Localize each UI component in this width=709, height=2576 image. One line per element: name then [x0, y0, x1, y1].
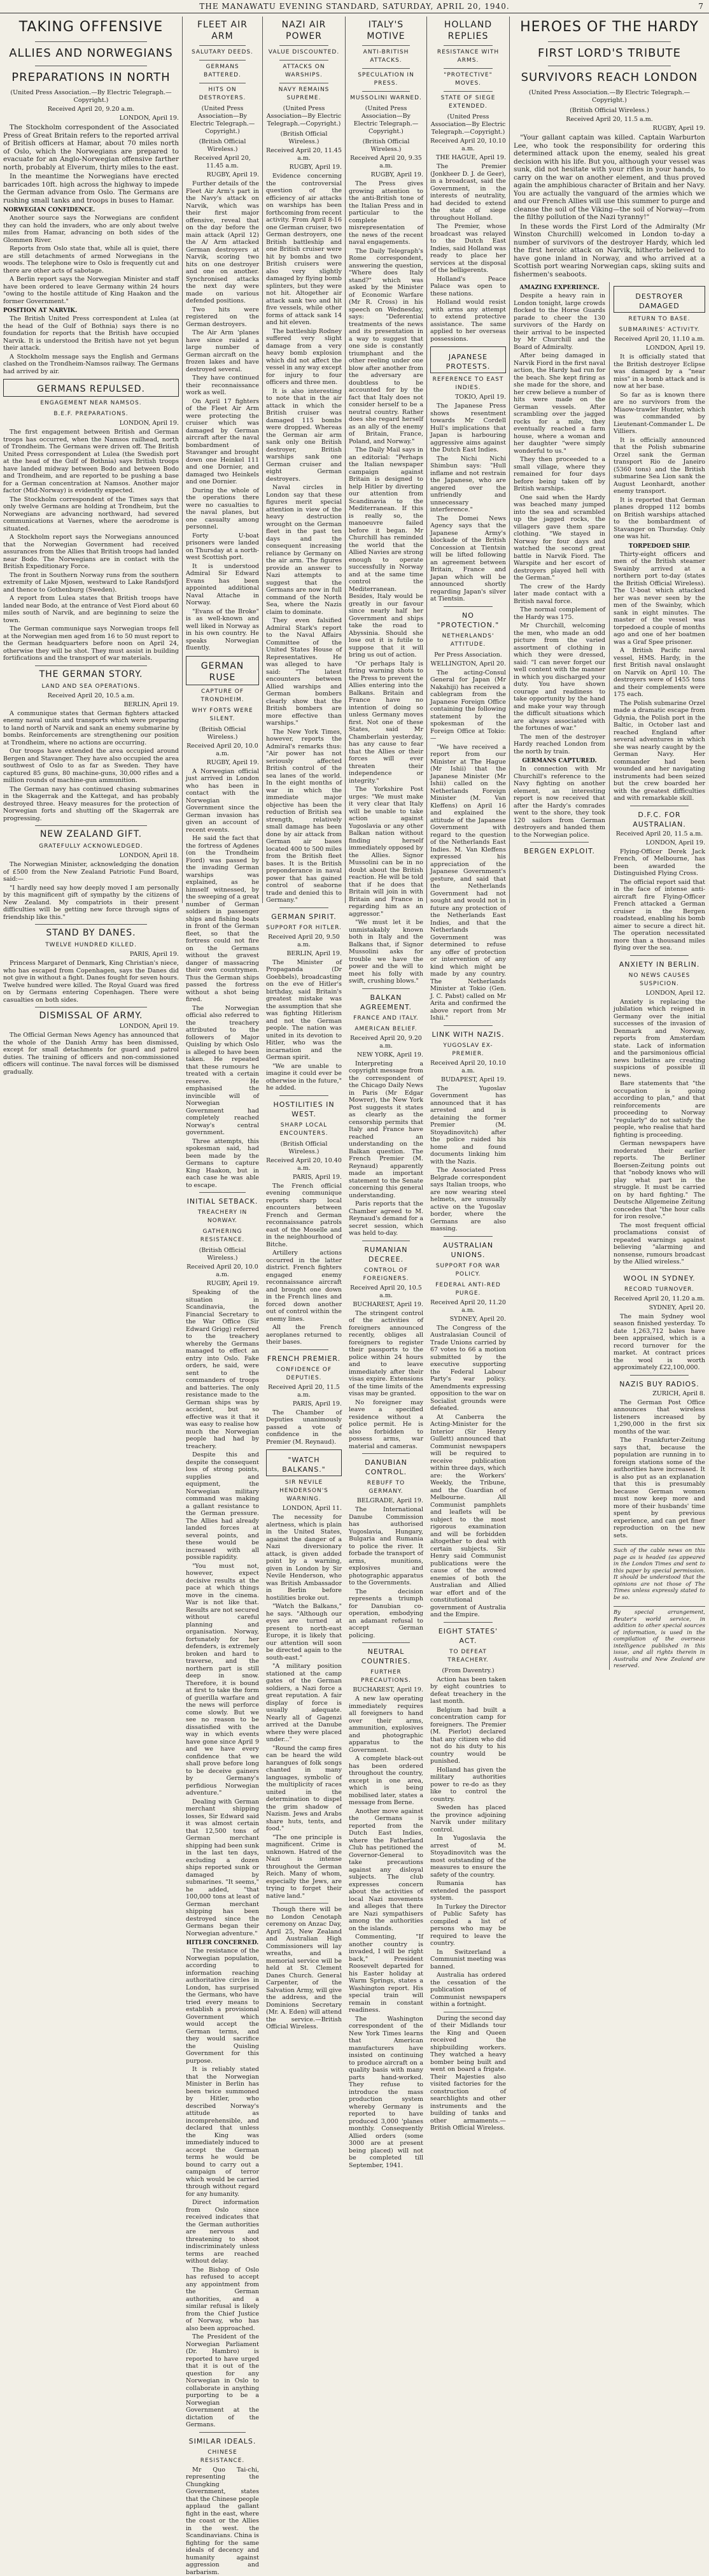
paragraph: The normal complement of the Hardy was 175. — [514, 606, 605, 621]
subheadline: GRATEFULLY ACKNOWLEDGED. — [3, 843, 179, 851]
credit-line: Per Press Association. — [430, 651, 506, 659]
paragraph: The German communique says Norwegian troops fell at the Norwegian men aged from 16 to 50 must report to the German headquarters before noon on April 24, otherwise they will be shot. They must assist in building fortifications and the transport of war materials. — [3, 625, 179, 662]
paragraph: The Norwegian Minister, acknowledging the donation of £500 from the New Zealand Patriotic Fund Board, said:— — [3, 861, 179, 883]
editorial-note: Such of the cable news on this page as is headed (as appeared in the London Times and sent to this paper by special permission. It should be understood that the opinions are not those of The Times unless expressly stated to be so. — [614, 1544, 705, 1601]
dateline: PARIS, April 19. — [266, 1174, 342, 1181]
paragraph: Princess Margaret of Denmark, King Christian's niece, who has escaped from Copenhagen, says the Danes did not give in without a fight. Danes fought for seven hours. Twelve hundred were killed. The Royal Guard was fired on by Germans entering Copenhagen. There were casualties on both sides. — [3, 960, 179, 1004]
paragraph: During the whole of the operations there were no casualties to the naval planes, but one casualty among personnel. — [186, 487, 259, 531]
paragraph: In Yugoslavia the arrest of M. Stoyadinovitch was the most outstanding of the measures to ensure the safety of the country. — [430, 1835, 506, 1879]
dateline: BELGRADE, April 19. — [349, 1497, 423, 1505]
paragraph: The necessity for alertness, which is plain in the United States, against the danger of a Nazi diversionary attack, is given added point by a warning, given in London by Sir Nevile Henderson, who was British Ambassador in Berlin before hostilities broke out. — [266, 1514, 342, 1602]
paragraph: Bare statements that "the occupation is going according to plan," and that reinforcements are proceeding to Norway "regularly" do not satisfy the people, who realise that hard fighting is proceeding. — [614, 1080, 705, 1139]
subheadline: ATTACKS ON WARSHIPS. — [266, 63, 342, 80]
subheadline: NO NEWS CAUSES SUSPICION. — [614, 972, 705, 988]
paragraph: The Domei News Agency says that the Japanese Army's blockade of the British Concession at Tientsin will be lifted following an agreement between Britain, France and Japan which will be announced shortly regarding Japan's silver at Tientsin. — [430, 515, 506, 603]
paragraph: Belgium had built a concentration camp for foreigners. The Premier (M. Pierlot) declared that any citizen who did not do his duty to his country would be punished. — [430, 1707, 506, 1765]
paragraph: The crew of the Hardy later made contact with a British naval force. — [514, 583, 605, 606]
dateline: NEW YORK, April 19. — [349, 1051, 423, 1059]
credit-line: (United Press Association—By Electric Telegraph.—Copyright.) — [349, 105, 423, 136]
column-3 — [262, 17, 345, 903]
headline-preparations-north: PREPARATIONS IN NORTH — [3, 69, 179, 87]
paragraph: The Yorkshire Post urges: "We must make it very clear that Italy will be unable to take action against Yugoslavia or any other Balkan nation without finding herself immediately opposed by the Allies. Signor Mussolini can be in no doubt about the British reaction. He will be told that if he does that Britain will join in with Britain and France in regarding him as an aggressor." — [349, 786, 423, 918]
dateline: WELLINGTON, April 20. — [430, 660, 506, 668]
paragraph: Forty U-boat prisoners were landed on Thursday at a north-west Scottish port. — [186, 532, 259, 562]
paragraph: The International Danube Commission has authorised Yugoslavia, Hungary, Bulgaria and Rumania to police the river. It forbade the transport of arms, munitions, explosives and photographic apparatus to the Governments. — [349, 1506, 423, 1587]
credit-line: (United Press Association—By Electric Telegraph.—Copyright.) — [430, 113, 506, 136]
received-line: Received April 20, 10.10 a.m. — [430, 138, 506, 153]
subheadline: GERMANS BATTERED. — [186, 63, 259, 80]
subheadline: SHARP LOCAL ENCOUNTERS. — [266, 1121, 342, 1138]
editorial-note: By special arrangement, Reuter's world service, in addition to other special sources of information, is used in the compilation of the overseas intelligence published in this issue, and all rights therein in Australia and New Zealand are reserved. — [614, 1606, 705, 1670]
dateline: TOKIO, April 19. — [430, 394, 506, 401]
paragraph: All the French aeroplanes returned to their bases. — [266, 1324, 342, 1346]
paragraph: Our troops have extended the area occupied around Bergen and Stavanger. They have also occupied the area southwest of Oslo to as far as Sweden. They have captured 85 guns, 80 machine-guns, 30,000 rifles and a million rounds of machine-gun ammunition. — [3, 748, 179, 785]
dateline: PARIS, April 19. — [3, 951, 179, 958]
headline-similar-ideals: SIMILAR IDEALS. — [186, 2437, 259, 2446]
credit-line: (United Press Association.—By Electric Telegraph.—Copyright.) — [514, 89, 705, 104]
paragraph: The Washington correspondent of the New York Times learns that American manufacturers have insisted on continuing to produce aircraft on a quality basis with many parts hand-worked. They refuse to introduce the mass production system whereby Germany is reported to have produced 3,000 'planes monthly. Consequently Allied orders (some 3000 are at present being placed) will not be completed till September, 1941. — [349, 2016, 423, 2170]
dateline: RUGBY, April 19. — [186, 759, 259, 767]
paragraph: So far as is known there are no survivors from the Miaow-trawler Hunter, which was commanded by Lieutenant-Commander L. De Villiers. — [614, 392, 705, 436]
headline-neutral-countries: NEUTRAL COUNTRIES. — [349, 1647, 423, 1666]
headline-swim-to-shore: BERGEN EXPLOIT. — [514, 846, 605, 856]
subheadline: SUPPORT FOR HITLER. — [266, 924, 342, 932]
paragraph: The men of the destroyer Hardy reached London from the north by train. — [514, 734, 605, 756]
paragraph: The Daily Mail says in an editorial: "Perhaps the Italian newspaper campaign against Britain is designed to help Hitler by diverting our attention from Scandinavia to the Mediterranean. If this is really so, the manoeuvre failed before it began. Mr Churchill has reminded the world that the Allied Navies are strong enough to operate successfully in Norway and at the same time control the Mediterranean. Besides, Italy would be greatly in our favour since nearly half her Government and ships take the road to Abyssinia. Should she lose out it is futile to suppose that it will bring us out of action. — [349, 446, 423, 659]
paragraph: The battleship Rodney suffered very slight damage from a very heavy bomb explosion which did not affect the vessel in any way except for injury to four officers and three men. — [266, 328, 342, 387]
paragraph: The Congress of the Australasian Council of Trade Unions carried by 67 votes to 66 a motion submitted by the executive supporting the Federal Labour Party's war policy. Amendments expressing opposition to the war on Socialist grounds were defeated. — [430, 1325, 506, 1413]
paragraph: In connection with Mr Churchill's reference to the Navy fighting on another element, an interesting report is now received that after the Hardy's comrades went to the shore, they took 120 sailors from German destroyers and handed them to the Norwegian police. — [514, 765, 605, 839]
paragraph: It is reported that German planes dropped 112 bombs on British warships attached to the bombardment of Stavanger on Thursday. Only one was hit. — [614, 497, 705, 541]
received-line: Received April 20, 11.10 a.m. — [614, 336, 705, 343]
paragraph: Paris reports that the Chamber agreed to M. Reynaud's demand for a secret session, which was held to-day. — [349, 1200, 423, 1237]
paragraph: The Norwegian official also referred to the treachery attributed to the followers of Major Quisling by which Oslo is alleged to have been taken. He repeated that these rumours he treated with a certain reserve. He emphasised the invincible will of Norwegian Government had completely reached Norway's central government. — [186, 1005, 259, 1137]
subheadline: NETHERLANDS' ATTITUDE. — [430, 632, 506, 649]
headline-heroes-of-hardy: HEROES OF THE HARDY — [514, 17, 705, 38]
subheadline: HITS ON DESTROYERS. — [186, 86, 259, 103]
credit-line: (British Official Wireless.) — [186, 138, 259, 153]
headline-eight-states-act: EIGHT STATES' ACT. — [430, 1626, 506, 1646]
paragraph: The French official evening communique reports sharp local encounters between French and German reconnaissance patrols east of the Moselle and in the neighbourhood of Bitche. — [266, 1183, 342, 1249]
paragraph: After being damaged in Narvik Fiord in the first naval action, the Hardy had run for the beach. She kept firing as she made for the shore, and her crew believe a number of hits were made on the German vessels. After scrambling over the jagged rocks for a mile, they eventually reached a farm house, where a woman and her daughter "were simply wonderful to us." — [514, 352, 605, 455]
received-line: Received April 20, 11.45 a.m. — [266, 147, 342, 162]
paragraph: The Premier (Jonkheer D. J. de Geer), in a broadcast, said the Government, in the interests of neutrality, had decided to extend the state of siege throughout Holland. — [430, 163, 506, 222]
dateline: SYDNEY, April 20. — [430, 1316, 506, 1323]
credit-line: (British Official Wireless.) — [186, 726, 259, 741]
paragraph: Further details of the Fleet Air Arm's part in the Navy's attack on Narvik, which was their first major offensive, reveal that on the day before the main attack (April 12) the A/ Arm attacked German destroyers at Narvik, scoring two hits on one destroyer and one on another. Synchronised attacks the next day were made on various defended positions. — [186, 180, 259, 305]
credit-line: (British Official Wireless.) — [186, 1247, 259, 1262]
paragraph: They have continued their reconnaissance work as well. — [186, 374, 259, 397]
dateline: BUDAPEST, April 19. — [430, 1076, 506, 1084]
paragraph: Sweden has placed the province adjoining Narvik under military control. — [430, 1804, 506, 1833]
paragraph: Despite a heavy rain in London tonight, large crowds flocked to the Horse Guards parade to cheer the 130 survivors of the Hardy on their arrival to be inspected by Mr Churchill and the Board of Admiralty. — [514, 292, 605, 351]
subheadline: TWELVE HUNDRED KILLED. — [3, 941, 179, 950]
credit-line: (United Press Association—By Electric Telegraph.—Copyright.) — [186, 105, 259, 136]
headline-no-protection: NO "PROTECTION." — [430, 611, 506, 630]
dateline: LONDON, April 19. — [614, 345, 705, 352]
headline-watch-balkans: "WATCH BALKANS." — [267, 1455, 341, 1474]
received-line: Received April 20, 11.5 a.m. — [514, 116, 705, 124]
column-6 — [509, 17, 709, 903]
paragraph: "I hardly need say how deeply moved I am personally by this magnificent gift of sympathy by the citizens of New Zealand. My compatriots in their present difficulties will be getting new force through signs of friendship like this." — [3, 885, 179, 922]
subcolumn-right — [609, 282, 705, 1670]
headline-danubian-control: DANUBIAN CONTROL. — [349, 1458, 423, 1477]
paragraph: The Press gives growing attention to the anti-British tone of the Italian Press and in particular to the complete misrepresentation of the news of the recent naval engagements. — [349, 180, 423, 246]
subheading: NORWEGIAN CONFIDENCE. — [3, 207, 179, 213]
column-5 — [426, 17, 509, 903]
dateline: SYDNEY, April 20. — [614, 1304, 705, 1312]
paragraph: The Stockholm correspondent of the Associated Press of Great Britain refers to the reported arrival of British officers at Hamar, about 70 miles north of Oslo, which the Norwegians are prepared to evacuate for an Anglo-Norwegian offensive farther north, probably at Elverum, thirty miles to the east. — [3, 124, 179, 171]
headline-french-premier: FRENCH PREMIER. — [266, 1354, 342, 1363]
received-line: Received April 20, 10.10 a.m. — [430, 1060, 506, 1075]
subheadline: STATE OF SIEGE EXTENDED. — [430, 94, 506, 111]
dateline: ZURICH, April 8. — [614, 1390, 705, 1398]
headline-survivors-reach-london: SURVIVORS REACH LONDON — [514, 69, 705, 87]
headline-destroyer-damaged: DESTROYER DAMAGED — [614, 292, 705, 311]
headline-first-lords-tribute: FIRST LORD'S TRIBUTE — [514, 45, 705, 62]
paragraph: Two hits were registered on the German destroyers. — [186, 306, 259, 329]
paragraph: The German navy has continued chasing submarines in the Skagerrak and the Kattegat, and has probably destroyed three. Heavy measures for the protection of Norwegian forts and shutting off the Skagerrak are progressing. — [3, 786, 179, 823]
paragraph: "Or perhaps Italy is firing warning shots to the Press to prevent the Allies entering into the Balkans. Britain and France have no intention of doing so unless Germany moves first. Not one of these States, said Mr Chamberlain yesterday, has any cause to fear that the Allies or their forces will ever threaten their independence or integrity." — [349, 660, 423, 785]
paragraph: "The one principle is magnificent. Crime is unknown. Hatred of the Nazi is intense throughout the German Reich. Many of whom, especially the Jews, are trying to forget their native land." — [266, 1834, 342, 1900]
paragraph: "Your gallant captain was killed. Captain Warburton Lee, who took the responsibility for ordering this determined attack upon the enemy, sealed his great decision with his life. But you, although your vessel was sunk, did not hesitate with your rifles in your hands, to carry on the war on another element, and thus proved again the amphibious character of Britain and her Navy. You are actually the vanguard of the armies which we and our French Allies will use this summer to purge and cleanse the soil of the Viking—the soil of Norway—from the filthy pollution of the Nazi tyranny!" — [514, 134, 705, 222]
paragraph: No foreigner may leave a specified residence without a police permit. He is also forbidden to possess arms, war material and cameras. — [349, 1399, 423, 1451]
dateline: RUGBY, April 19. — [266, 164, 342, 171]
subheading: POSITION AT NARVIK. — [3, 308, 179, 314]
paragraph: He said the fact that the fortress of Agdenes (on the Trondheim Fiord) was passed by the invading German warships was explained, as he himself witnessed, by the sweeping of a great number of German soldiers in passenger ships and fishing boats in front of the German fleet, so that the fortress could not fire on the Germans without the gravest danger of massacring their own countrymen. Thus the German ships passed the fortress without a shot being fired. — [186, 835, 259, 1004]
paragraph: The main Sydney wool season finished yesterday. To date 1,263,712 bales have been appraised, which is a record turnover for the market. At contract prices the wool is worth approximately £22,100,000. — [614, 1313, 705, 1372]
column-4 — [345, 17, 426, 903]
paragraph: "You must not, however, expect decisive results at the pace at which things move in the cinema. War is not like that. Results are not secured without careful planning and organisation. Norway, fortunately for her defenders, is extremely broken and hard to traverse, and the northern part is still deep in snow. Therefore, it is bound at first to take the form of guerilla warfare and the news will perforce come slowly. But we see no reason to be dissatisfied with the way in which events have gone since April 9 and we have every confidence that we shall prove before long to be deceive gainers by Germany's perfidious Norwegian adventure." — [186, 1563, 259, 1797]
subheading: AMAZING EXPERIENCE. — [514, 285, 605, 291]
paragraph: During the second day of their Midlands tour the King and Queen received the shipbuilding workers. They watched a heavy bomber being built and went on board a frigate. Their Majesties also visited factories for the construction of searchlights and other instruments and the building of tanks and other armaments.—British Official Wireless. — [430, 2015, 506, 2132]
paragraph: One said when the Hardy was beached many jumped into the sea and scrambled up the jagged rocks, the villagers gave them spare clothing. "We stayed in Norway for four days and watched the second great battle in Narvik Fiord. The Warspite and her escort of destroyers played hell with the German." — [514, 494, 605, 582]
paragraph: Evidence concerning the controversial question of the efficiency of air attacks on warships has been forthcoming from recent activity. From April 8-16 one German cruiser, two German destroyers, one British battleship and one British cruiser were hit by bombs and two British cruisers were also very slightly damaged by flying bomb splinters, but they were not hit. Altogether air attack sank two and hit five vessels, while other forms of attack sank 14 and hit eleven. — [266, 173, 342, 327]
paragraph: Mr Quo Tai-chi, representing the Chungking Government, states that the Chinese people applaud the gallant fight in the east, where the coast or the Allies in the west. the Scandinavians. China is fighting for the same ideals of decency and humanity against aggression and barbarism. — [186, 2466, 259, 2576]
paragraph: A communique states that German fighters attacked enemy naval units and transports which were preparing to land north of Narvik and sank an enemy submarine by bombs. Reinforcements are strengthening our position at Trondheim, where no actions are occurring. — [3, 710, 179, 747]
paragraph: Another source says the Norwegians are confident they can hold the invaders, who are only about twelve miles from Hamar, advancing on both sides of the Glommen River. — [3, 215, 179, 244]
headline-new-zealand-gift: NEW ZEALAND GIFT. — [3, 829, 179, 840]
credit-line: (British Official Wireless.) — [266, 131, 342, 146]
paragraph: The acting-Consul General for Japan (Mr Nakahiji) has received a cablegram from the Japanese Foreign Office containing the following statement by the spokesman of the Foreign Office at Tokio:— — [430, 669, 506, 743]
paragraph: A Stockholm report says the Norwegians announced that the Norwegian Government had received assurances from the Allies that British troops had landed near Bodo. The Norwegians are in contact with the British Expeditionary Force. — [3, 534, 179, 571]
paragraph: It is officially stated that the British destroyer Eclipse was damaged by a "near miss" in a bomb attack and is now at her base. — [614, 353, 705, 390]
headline-nazis-buy-radios: NAZIS BUY RADIOS. — [614, 1379, 705, 1389]
page-number: 7 — [698, 2, 704, 11]
headline-taking-offensive: TAKING OFFENSIVE — [3, 17, 179, 38]
credit-line: (United Press Association—By Electric Telegraph.—Copyright.) — [266, 105, 342, 128]
credit-line: (British Official Wireless.) — [266, 1141, 342, 1156]
paragraph: "We must let it be unmistakably known both in Italy and the Balkans that, if Signor Mussolini asks for trouble we have the power and the will to meet his folly with swift, crushing blows." — [349, 919, 423, 985]
paragraph: A Berlin report says the Norwegian Minister and staff have been ordered to leave Germany within 24 hours "owing to the hostile attitude of King Haakon and the former Government." — [3, 276, 179, 305]
credit-line: (British Official Wireless.) — [514, 107, 705, 115]
paragraph: The most frequent official proclamations consist of repeated warnings against believing "alarming and nonsense, rumours broadcast by the Allied wireless." — [614, 1222, 705, 1266]
paragraph: In the meantime the Norwegians have erected barricades 10ft. high across the highway to impede the German advance from Oslo. The Germans are rushing small tanks and troops in buses to Hamar. — [3, 173, 179, 204]
received-line: Received April 20, 9.20 a.m. — [3, 106, 179, 113]
subheadline: CONFIDENCE OF DEPUTIES. — [266, 1366, 342, 1383]
paragraph: A Stockholm message says the English and Germans clashed on the Trondheim-Namsos railway. The Germans had arrived by air. — [3, 353, 179, 376]
subheadline: ENGAGEMENT NEAR NAMSOS. — [3, 399, 179, 408]
headline-link-with-nazis: LINK WITH NAZIS. — [430, 1030, 506, 1039]
paragraph: Interpreting a copyright message from the correspondent of the Chicago Daily News in Paris (Mr Edgar Mowrer), the New York Post suggests it states as clearly as the censorship permits that Italy and France have reached an understanding on the Balkan question. The French Premier (M. Reynaud) apparently made an important statement to the Senate concerning this general understanding. — [349, 1060, 423, 1200]
received-line: Received April 20, 10.40 a.m. — [266, 1157, 342, 1172]
paragraph: "Watch the Balkans," he says. "Although our eyes are turned at present to north-east Europe, it is likely that our attention will soon be directed again to the south-east." — [266, 1603, 342, 1662]
subheadline: AMERICAN BELIEF. — [349, 1025, 423, 1034]
headline-german-spirit: GERMAN SPIRIT. — [266, 912, 342, 922]
paragraph: The British United Press correspondent at Lulea (at the head of the Gulf of Bothnia) says there is no foundation for reports that the British have occupied Narvik. It is understood the British have not yet begun their attack. — [3, 315, 179, 352]
paragraph: Action has been taken by eight countries to defeat treachery in the last month. — [430, 1676, 506, 1705]
subheadline: SALUTARY DEEDS. — [186, 48, 259, 57]
paragraph: The Frankfurter-Zeitung says that, because the population are running in to foreign stations some of the authorities have increased. It is also put as an explanation that this is presumably because German women must now keep more and more of their husbands' time spent by previous experience, and can get finer reproduction on the new sets. — [614, 1437, 705, 1539]
headline-australian-unions: AUSTRALIAN UNIONS. — [430, 1241, 506, 1260]
paragraph: The Associated Press Belgrade correspondent says Italian troops, who are now wearing steel helmets, are unusually active on the Yugoslav border, where the Germans are also massing. — [430, 1167, 506, 1233]
paragraph: In these words the First Lord of the Admiralty (Mr Winston Churchill) welcomed in London to-day a number of survivors of the destroyer Hardy, which led the first heroic attack on Narvik, hitherto believed to have gone inland in Norway, and who arrived at a Scottish port wearing Norwegian caps, skiing suits and fishermen's seaboots. — [514, 223, 705, 279]
subheadline: RECORD TURNOVER. — [614, 1286, 705, 1294]
paragraph: The first engagement between British and German troops has occurred, when the Namsos railhead, north of Trondheim. The Germans were driven off. The British United Press correspondent at Lulea (the Swedish port at the head of the Gulf of Bothnia) says British troops have landed midway between Bodo and between Bodo and Trondheim, and are reported to be pushing a base for a German concentration at Namsos. Another major factor (Mid-Norway) is evidently expected. — [3, 429, 179, 495]
subheading: GERMANS CAPTURED. — [514, 758, 605, 764]
paragraph: The Bishop of Oslo has refused to accept any appointment from the German authorities, and a similar refusal is likely from the Chief Justice of Norway, who has also been approached. — [186, 2266, 259, 2333]
paragraph: The front in Southern Norway runs from the southern extremity of Lake Mjosen, westward to Lake Randsfjord and thence to Gothenburg (Sweden). — [3, 572, 179, 594]
received-line: Received April 20, 9.50 a.m. — [266, 934, 342, 949]
paragraph: The Polish submarine Orzel made a dramatic escape from Gdynia, the Polish port in the Baltic, in October last and reached England after several adventures in which she was nearly caught by the German Navy. Her commander had been wounded and her navigating instruments had been seized but the crew boarded her with the greatest difficulties and with remarkable skill. — [614, 700, 705, 802]
subheadline: FEDERAL ANTI-RED PURGE. — [430, 1281, 506, 1298]
paragraph: It is reliably stated that the Norwegian Minister in Berlin has been twice summoned by Hitler, who described Norway's attitude as incomprehensible, and declared that unless the King was immediately induced to accept the German terms he would be bound to carry out a campaign of terror which would be carried through without regard for any humanity. — [186, 2066, 259, 2198]
received-line: Received April 20, 11.45 a.m. — [186, 155, 259, 170]
dateline: LONDON, April 19. — [3, 420, 179, 427]
paragraph: A complete black-out has been ordered throughout the country, except in one area, which is being mobilised later, states a message from Berne. — [349, 1755, 423, 1807]
paragraph: The Japanese Press shows resentment towards Mr Cordell Hull's implications that Japan is harbouring aggressive aims against the Dutch East Indies. — [430, 402, 506, 454]
paragraph: They even falsified Admiral Stark's report to the Naval Affairs Committee of the United States House of Representatives. He was alleged to have said: "The latest encounters between Allied warships and German bombers clearly show that the British bombers are more effective than warships." — [266, 617, 342, 727]
paragraph: A British Pacific naval vessel, HMS. Hardy, in the first British naval onslaught on Narvik on April 10. The destroyers were of 1455 tons and their complements were 175 each. — [614, 647, 705, 699]
paragraph: Thirty-eight officers and men of the British steamer Swainby arrived at a northern port to-day (states the British Official Wireless). The U-boat which attacked her was never seen by the men of the Swainby, which sank in eight minutes. The master of the vessel was torpedoed a couple of months ago and one of her boatmen was a Graf Spee prisoner. — [614, 551, 705, 646]
received-line: Received April 20, 11.20 a.m. — [614, 1295, 705, 1303]
paragraph: The President of the Norwegian Parliament (Dr. Hambro) is reported to have urged that it is out of the question for any Norwegian in Oslo to collaborate in anything purporting to be a Norwegian Government at the dictation of the Germans. — [186, 2333, 259, 2429]
dateline: LONDON, April 18. — [3, 852, 179, 860]
paragraph: Rumania has extended the passport system. — [430, 1880, 506, 1902]
received-line: Received April 20, 11.5 a.m. — [614, 830, 705, 838]
paragraph: Despite this and despite the consequent loss of strong points, supplies and equipment, the Norwegian military command was making a gallant resistance to the German pressure. The Allies had already landed forces at several points, and these would be increased with all possible rapidity. — [186, 1451, 259, 1562]
paragraph: The official report said that in the face of intense anti-aircraft fire Flying-Officer French attacked a German cruiser in the Bergen roadstead, enabling his bomb aimer to secure a direct hit. The operation necessitated more than a thousand miles flying over the sea. — [614, 879, 705, 952]
received-line: Received April 20, 10.5 a.m. — [349, 1284, 423, 1300]
dateline: BUCHAREST, April 19. — [349, 1686, 423, 1694]
headline-anxiety-in-berlin: ANXIETY IN BERLIN. — [614, 960, 705, 969]
paragraph: Flying-Officer Derek Jack French, of Melbourne, has been awarded the Distinguished Flying Cross. — [614, 848, 705, 878]
dateline: BERLIN, April 19. — [266, 950, 342, 958]
paragraph: Three attempts, this spokesman said, had been made by the Germans to capture King Haakon, but in each case he was able to escape. — [186, 1138, 259, 1190]
headline-italys-motive: ITALY'S MOTIVE — [349, 19, 423, 42]
headline-holland-replies: HOLLAND REPLIES — [430, 19, 506, 42]
column-1 — [0, 17, 182, 903]
dateline: LONDON, April 19. — [3, 1023, 179, 1030]
paragraph: German newspapers have moderated their earlier reports. The Berliner Boersen-Zeitung points out that "nobody knows who will play what part in the struggle. It must be carried on by hard fighting." The Deutsche Allgemeine Zeitung concedes that "the hour calls for iron resolve." — [614, 1140, 705, 1221]
subheadline: NAVY REMAINS SUPREME. — [266, 86, 342, 103]
received-line: Received April 20, 10.0 a.m. — [186, 1263, 259, 1279]
paragraph: In Switzerland a Communist meeting was banned. — [430, 1949, 506, 1971]
subheadline: RETURN TO BASE. — [614, 315, 705, 324]
headline-hostilities-in-west: HOSTILITIES IN WEST. — [266, 1100, 342, 1119]
paragraph: Artillery actions occurred in the latter district. French fighters engaged enemy reconnaissance aircraft and brought one down in the French lines and forced down another out of control within the enemy lines. — [266, 1249, 342, 1323]
headline-japanese-protests: JAPANESE PROTESTS. — [431, 352, 505, 371]
paragraph: "We are unable to imagine it could ever be otherwise in the future," he added. — [266, 1063, 342, 1092]
subheading: HITLER CONCERNED. — [186, 1940, 259, 1946]
received-line: Received April 20, 10.0 a.m. — [186, 743, 259, 758]
paragraph: The Official German News Agency has announced that the whole of the Danish Army has been dismissed, except for small detachments for guard and patrol duties. The training of officers and non-commissioned officers will continue. The naval forces will be dismissed gradually. — [3, 1032, 179, 1076]
subheadline: B.E.F. PREPARATIONS. — [3, 410, 179, 418]
paragraph: The decision represents a triumph for Danubian co-operation, embodying an adamant refusal to accept German policing. — [349, 1588, 423, 1640]
headline-bergen-exploit: D.F.C. FOR AUSTRALIAN. — [614, 810, 705, 829]
headline-germans-repulsed: GERMANS REPULSED. — [4, 383, 178, 395]
paragraph: It is understood Admiral Sir Edward Evans has been appointed additional Naval Attache in Norway. — [186, 563, 259, 607]
paragraph: Naval circles in London say that these figures merit special attention in view of the heavy destruction wrought on the German fleet in the past ten days and the consequent increasing reliance by Germany on the air arm. The figures provide an answer to Nazi attempts to suggest that the Germans are now in full command of the North Sea, where the Nazis claim to dominate. — [266, 484, 342, 616]
paragraph: Australia has ordered the cessation of the publication of Communist newspapers within a fortnight. — [430, 1972, 506, 2009]
subheadline: "PROTECTIVE" MOVES. — [430, 71, 506, 88]
received-line: Received April 20, 9.20 a.m. — [349, 1035, 423, 1050]
paragraph: A new law operating immediately requires all foreigners to hand over their arms, ammunition, explosives and photographic apparatus to the Government. — [349, 1695, 423, 1754]
paragraph: It is officially announced that the Polish submarine Orzel sank the German transport Rio de Janeiro (5360 tons) and the British submarine Sea Lion sank the August Leonhardt, another enemy transport. — [614, 437, 705, 495]
subheadline: LAND AND SEA OPERATIONS. — [3, 683, 179, 691]
paragraph: Holland would resist with arms any attempt to extend protective assistance. The same applied to her overseas possessions. — [430, 299, 506, 343]
paragraph: The Nichi Nichi Shimbun says: "Hull inflame and not restrain the Japanese, who are angered over the unfriendly and unnecessary interference." — [430, 455, 506, 514]
paragraph: Speaking of the situation in Scandinavia, the Financial Secretary to the War Office (Sir Edward Grigg) referred to the treachery whereby the Germans managed to effect an entry into Oslo. Fake orders, he said, were sent to the commanders of troops and batteries. The only resistance made to the German ships was by accident, but so effective was it that it was easy to realise how much the Norwegian people had had by treachery. — [186, 1289, 259, 1450]
received-line: Received April 20, 10.5 a.m. — [3, 692, 179, 700]
paragraph: The New York Times, however, reports the Admiral's remarks thus: "Air power has not seriously affected British control of the sea lanes of the world. In the eight months of war in which the immediate major objective has been the reduction of British sea strength, relatively small damage has been done by air attack from German air bases located 400 to 500 miles from the British fleet bases. It is the British preponderance in naval power that has gained control of seaborne trade and denied this to Germany." — [266, 729, 342, 904]
subheadline: TO DEFEAT TREACHERY. — [430, 1648, 506, 1665]
paragraph: They then proceeded to a small village, where they remained for four days before being taken off by British warships. — [514, 456, 605, 493]
paragraph: It is also interesting to note that in the air attack in which the British cruiser was damaged 115 bombs were dropped. Whereas the German air arm sank only one British destroyer, British warships sank one German cruiser and eight German destroyers. — [266, 388, 342, 483]
paragraph: The Chamber of Deputies unanimously passed a vote of confidence in the Premier (M. Reynaud). — [266, 1409, 342, 1446]
headline-initial-setback: INITIAL SETBACK. — [186, 1197, 259, 1206]
masthead-title: THE MANAWATU EVENING STANDARD, SATURDAY, APRIL 20, 1940. — [0, 2, 709, 11]
received-line: Received April 20, 11.5 a.m. — [266, 1384, 342, 1399]
dateline: RUGBY, April 19. — [349, 171, 423, 179]
received-line: Received April 20, 11.20 a.m. — [430, 1299, 506, 1314]
paragraph: Anxiety is replacing the jubilation which reigned in Germany over the initial successes of the invasion of Denmark and Norway, reports from Amsterdam state. Lack of information and the parsimonious official news bulletins are creating suspicions of possible ill news. — [614, 999, 705, 1079]
paragraph: "We have received a report from our Minister at The Hague (Mr Ishii) that the Japanese Minister (Mr Ishii) called on the Netherlands Foreign Minister (M. Van Kleffens) on April 16 and explained the attitude of the Japanese Government with regard to the question of the Netherlands East Indies. M. Van Kleffens expressed his appreciation of the Japanese Government's gesture, and said that the Netherlands Government had not sought and would not in future any protection of the Netherlands East Indies, and that the Netherlands Government was determined to refuse any offer of protection or intervention of any kind which might be made by any country. The Netherlands Minister at Tokio (Gen. J. C. Pabst) called on Mr Arita and confirmed the above report from Mr Ishii." — [430, 744, 506, 1022]
subheadline: MUSSOLINI WARNED. — [349, 94, 423, 103]
headline-fleet-air-arm: FLEET AIR ARM — [186, 19, 259, 42]
dateline: THE HAGUE, April 19. — [430, 154, 506, 162]
headline-dismissal-of-army: DISMISSAL OF ARMY. — [3, 1010, 179, 1021]
credit-line: (British Official Wireless.) — [349, 138, 423, 153]
dateline: BUCHAREST, April 19. — [349, 1301, 423, 1309]
headline-german-ruse: GERMAN RUSE — [186, 660, 258, 683]
paragraph: Though there will be no London Cenotaph ceremony on Anzac Day, April 25, New Zealand and Australian High Commissioners will lay wreaths, and a memorial service will be held at St. Clement Danes Church. General Carpenter, of the Salvation Army, will give the address, and the Dominions Secretary (Mr. A. Eden) will attend the service.—British Official Wireless. — [266, 1906, 342, 2031]
paragraph: The Stockholm correspondent of the Times says that only twelve Germans are holding at Trondheim, but the Norwegians are advancing northward, had severed communications at Vaernes, where the aerodrome is situated. — [3, 496, 179, 533]
headline-german-story: THE GERMAN STORY. — [3, 669, 179, 680]
dateline: BERLIN, April 19. — [3, 701, 179, 709]
dateline: PARIS, April 19. — [266, 1400, 342, 1408]
paragraph: A report from Lulea states that British troops have landed near Bodo, at the entrance of Vest Fiord about 60 miles south of Narvik, and are beginning to seize the town. — [3, 595, 179, 624]
credit-line: (From Daventry.) — [430, 1667, 506, 1675]
paragraph: The Daily Telegraph's Rome correspondent, answering the question, "Where does Italy stand?" which was asked by the Minister of Economic Warfare (Mr R. Cross) in his speech on Wednesday, says: "Deferential treatments of the news and its presentation in a way to suggest that one side is constantly triumphant and the other reeling under one blow after another from the adversary are doubtless to be accounted for by the fact that Italy does not consider herself to be a neutral country. Rather does she regard herself as an ally of the enemy of Britain, France, Poland, and Norway." — [349, 248, 423, 446]
paragraph: Dealing with German merchant shipping losses, Sir Edward said it was almost certain that 12,500 tons of German merchant shipping had been sunk in the last ten days, excluding a dozen ships reported sunk or damaged by submarines. "It seems," he added, "that 100,000 tons at least of German merchant shipping has been destroyed since the Germans began their Norwegian adventure." — [186, 1798, 259, 1938]
paragraph: The stringent control of the activities of foreigners announced recently, obliges all foreigners to register their passports to the police within 24 hours and to leave immediately after their visas expire. Extensions of the time limits of the visas may be granted. — [349, 1310, 423, 1398]
dateline: RUGBY, April 19. — [186, 171, 259, 179]
subheadline: WHY FORTS WERE SILENT. — [186, 707, 259, 723]
subheadline: SIR NEVILE HENDERSON'S WARNING. — [266, 1479, 342, 1504]
received-line: Received April 20, 9.35 a.m. — [349, 155, 423, 170]
dateline: LONDON, April 12. — [614, 990, 705, 997]
headline-wool-in-sydney: WOOL IN SYDNEY. — [614, 1274, 705, 1283]
dateline: RUGBY, April 19. — [186, 1280, 259, 1288]
subheadline: SUBMARINES' ACTIVITY. — [614, 326, 705, 334]
paragraph: Mr Churchill, welcoming the men, who made an odd picture from the varied assortment of clothing in which they were dressed, said: "I can never forget our well content with the manner in which you discharged your duty. You have shown courage and readiness to take opportunity by the hand and make your way through the difficult situations which are always associated with the fortunes of war." — [514, 622, 605, 732]
dateline: LONDON, April 19. — [614, 839, 705, 847]
headline-balkan-agreement: BALKAN AGREEMENT. — [349, 993, 423, 1012]
paragraph: "Round the camp fires can be heard the wild harangues of folk songs chanted in many languages, symbolic of the multiplicity of races united in the determination to dispel the grim shadow of Nazism. Jews and Arabs share huts, tents, and food." — [266, 1745, 342, 1833]
headline-allies-norwegians: ALLIES AND NORWEGIANS — [3, 45, 179, 62]
paragraph: Another move against the Germans is reported from the Dutch East Indies, where the Fatherland Club has petitioned the Governor-General to take precautions against any disloyal subjects. The club expresses concern about the activities of local Nazi movements and alleges that there are Nazi sympathisers among the authorities on the islands. — [349, 1808, 423, 1933]
subheadline: REFERENCE TO EAST INDIES. — [430, 376, 506, 392]
paragraph: The Air Arm 'planes have since raided a large number of German aircraft on the frozen lakes and have destroyed several. — [186, 329, 259, 373]
column-2 — [182, 17, 262, 903]
subheadline: SUPPORT FOR WAR POLICY. — [430, 1262, 506, 1279]
paragraph: At Canberra the Acting-Minister for the Interior (Sir Henry Gullett) announced that Communist newspapers will be required to receive publication within three days, which are: the Workers' Weekly, the Tribune, and the Guardian of Melbourne. All Communist pamphlets and leaflets will be subject to the most rigorous examination and will be forbidden altogether to deal with certain subjects. Sir Henry said Communist publications were the cause of the avowed enemies of both the Australian and Allied war effort and of the constitutional government of Australia and the Empire. — [430, 1414, 506, 1619]
paragraph: On April 17 fighters of the Fleet Air Arm were protecting the cruiser which was damaged by German aircraft after the naval bombardment of Stavanger and brought down one Heinkel 111 and one Dornier, and damaged two Heinkels and one Dornier. — [186, 398, 259, 486]
subheadline: CAPTURE OF TRONDHEIM. — [186, 688, 259, 704]
subheadline: TREACHERY IN NORWAY. — [186, 1209, 259, 1225]
paragraph: In Turkey the Director of Public Safety has compiled a list of persons who may be required to leave the country. — [430, 1904, 506, 1947]
headline-nazi-air-power: NAZI AIR POWER — [266, 19, 342, 42]
subcolumn-left — [514, 282, 605, 1670]
paragraph: The Yugoslav Government has announced that it has arrested and is detaining the former Premier (M. Stoyadinovitch) after the police raided his home and found documents linking him with the Nazis. — [430, 1085, 506, 1166]
paragraph: Commenting, "If another country is invaded, I will be right back," President Roosevelt departed for his Easter holiday at Warm Springs, states a Washington report. His special train will remain in constant readiness. — [349, 1933, 423, 2014]
subheadline: RESISTANCE WITH ARMS. — [430, 48, 506, 65]
paragraph: The resistance of the Norwegian population, according to information reaching authoritative circles in London, has surprised the Germans, who have tried every means to establish a provisional Government which would accept the German terms, and they would sacrifice the Quisling Government for this purpose. — [186, 1947, 259, 2065]
paragraph: "Evans of the Broke" is as well-known and well liked in Norway as in his own country. He speaks Norwegian fluently. — [186, 608, 259, 652]
subheadline: ANTI-BRITISH ATTACKS. — [349, 48, 423, 65]
subheadline: REBUFF TO GERMANY. — [349, 1479, 423, 1496]
subheadline: CHINESE RESISTANCE. — [186, 2449, 259, 2465]
subheadline: YUGOSLAV EX-PREMIER. — [430, 1042, 506, 1058]
paragraph: Reports from Oslo state that, while all is quiet, there are still detachments of armed Norwegians in the woods. The telephone wire to Oslo is frequently cut and there are other acts of sabotage. — [3, 245, 179, 274]
dateline: RUGBY, April 19. — [514, 125, 705, 132]
paragraph: The Premier, whose broadcast was relayed to the Dutch East Indies, said Holland was ready to place her services at the disposal of the belligerents. — [430, 223, 506, 274]
dateline: LONDON, April 11. — [266, 1505, 342, 1512]
subheadline: VALUE DISCOUNTED. — [266, 48, 342, 57]
subheadline: CONTROL OF FOREIGNERS. — [349, 1267, 423, 1283]
masthead — [0, 0, 709, 13]
paragraph: "A military position stationed at the camp gates of the German soldiers, a Nazi force a great reputation. A fair display of force is usually adequate. Nearly all of Gagenzi arrived at the Danube where they were placed under..." — [266, 1663, 342, 1744]
paragraph: Holland has given the military authorities power to re-do as they like to control the country. — [430, 1767, 506, 1804]
headline-stand-by-danes: STAND BY DANES. — [3, 927, 179, 939]
paragraph: Direct information from Oslo since received indicates that the German authorities are nervous and threatening to shoot indiscriminately unless terms are reached without delay. — [186, 2199, 259, 2265]
paragraph: The German Post Office announces that wireless listeners increased by 1,290,000 in the first six months of the war. — [614, 1399, 705, 1436]
subheadline: GATHERING RESISTANCE. — [186, 1228, 259, 1244]
subheadline: FRANCE AND ITALY. — [349, 1014, 423, 1023]
credit-line: (United Press Association.—By Electric Telegraph.—Copyright.) — [3, 89, 179, 104]
subheadline: SPECULATION IN PRESS. — [349, 71, 423, 88]
paragraph: Holland's Peace Palace was open to these nations. — [430, 276, 506, 298]
paragraph: A Norwegian official just arrived in London who has been in contact with the Norwegian Government since the German invasion has given an account of recent events. — [186, 768, 259, 834]
subheadline: FURTHER PRECAUTIONS. — [349, 1669, 423, 1685]
headline-rumanian-decree: RUMANIAN DECREE. — [349, 1245, 423, 1264]
dateline: LONDON, April 19. — [3, 115, 179, 122]
subheading: TORPEDOED SHIP. — [614, 543, 705, 550]
paragraph: The Minister of Propaganda (Dr Goebbels), broadcasting on the eve of Hitler's birthday, said Britain's greatest mistake was the assumption that she was fighting Hitlerism and not the German people. The nation was united in its devotion to Hitler, who was the incarnation and the German spirit. — [266, 959, 342, 1062]
